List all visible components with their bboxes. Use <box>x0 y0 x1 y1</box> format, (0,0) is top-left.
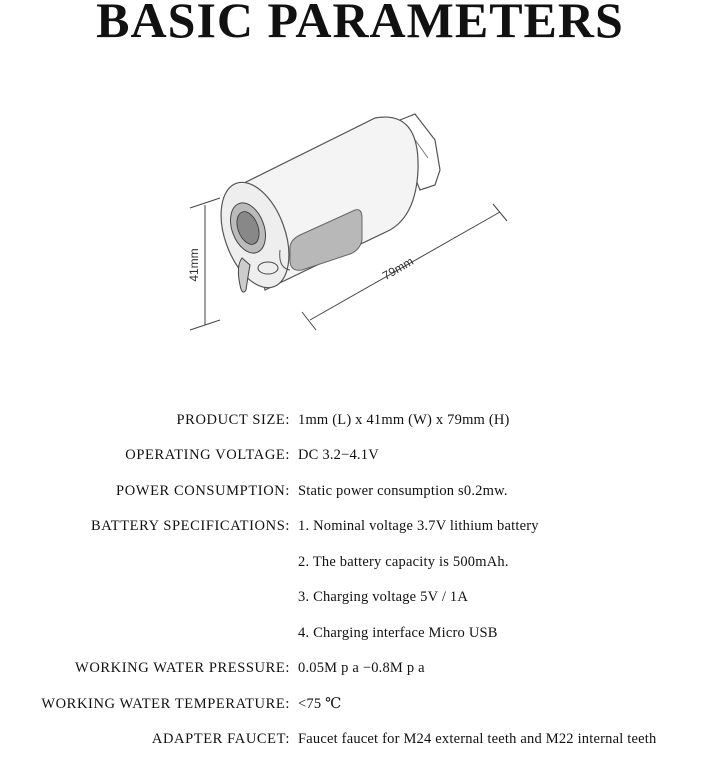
faucet-sensor-drawing <box>150 100 530 360</box>
spec-value: 3. Charging voltage 5V / 1A <box>298 589 468 605</box>
height-dimension <box>187 198 220 330</box>
spec-value: Static power consumption s0.2mw. <box>298 483 508 499</box>
height-label: 41mm <box>187 248 201 282</box>
spec-value: 0.05M p a −0.8M p a <box>298 660 425 676</box>
spec-value: DC 3.2−4.1V <box>298 447 379 463</box>
spec-value: Faucet faucet for M24 external teeth and M22 internal teeth <box>298 731 657 747</box>
spec-value: <75 ℃ <box>298 696 342 712</box>
spec-value: 4. Charging interface Micro USB <box>298 625 498 641</box>
spec-value: 2. The battery capacity is 500mAh. <box>298 554 509 570</box>
spec-value: 1mm (L) x 41mm (W) x 79mm (H) <box>298 412 510 428</box>
spec-row <box>0 651 720 686</box>
spec-value: 1. Nominal voltage 3.7V lithium battery <box>298 518 539 534</box>
spec-row <box>0 580 720 615</box>
length-label: 79mm <box>380 254 416 283</box>
spec-label: POWER CONSUMPTION: <box>116 483 290 499</box>
spec-row <box>0 474 720 509</box>
spec-row <box>0 509 720 544</box>
spec-label: WORKING WATER PRESSURE: <box>75 660 290 676</box>
spec-label: WORKING WATER TEMPERATURE: <box>41 696 290 712</box>
spec-row <box>0 438 720 473</box>
spec-label: OPERATING VOLTAGE: <box>125 447 290 463</box>
spec-label: ADAPTER FAUCET: <box>151 731 290 747</box>
page-title: BASIC PARAMETERS <box>96 0 624 48</box>
spec-label: BATTERY SPECIFICATIONS: <box>91 518 290 534</box>
spec-row <box>0 687 720 722</box>
spec-row <box>0 403 720 438</box>
product-dimension-illustration <box>150 100 530 360</box>
spec-label: PRODUCT SIZE: <box>176 412 290 428</box>
spec-row <box>0 722 720 757</box>
spec-row <box>0 616 720 651</box>
spec-row <box>0 545 720 580</box>
